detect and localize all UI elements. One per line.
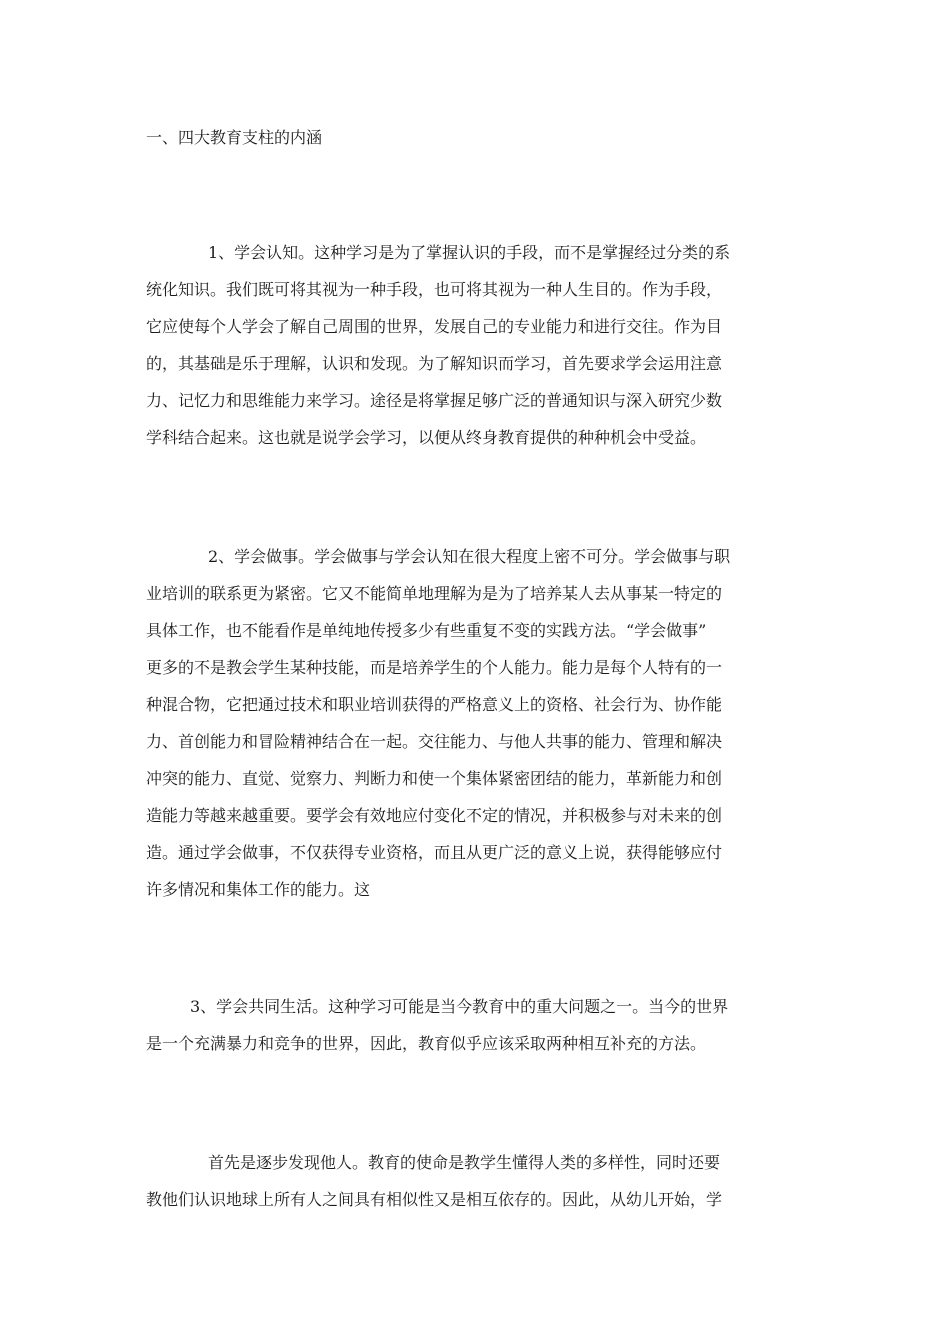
paragraph-line: 冲突的能力、直觉、觉察力、判断力和使一个集体紧密团结的能力，革新能力和创: [146, 769, 723, 788]
paragraph-line: 的，其基础是乐于理解，认识和发现。为了解知识而学习，首先要求学会运用注意: [146, 354, 723, 373]
paragraph-line: 2、学会做事。学会做事与学会认知在很大程度上密不可分。学会做事与职: [208, 547, 731, 566]
paragraph-learn-to-live-together: [146, 988, 806, 1062]
paragraph-learn-to-do: [146, 538, 806, 908]
paragraph-line: 它应使每个人学会了解自己周围的世界，发展自己的专业能力和进行交往。作为目: [146, 317, 723, 336]
paragraph-line: 更多的不是教会学生某种技能，而是培养学生的个人能力。能力是每个人特有的一: [146, 658, 723, 677]
paragraph-line: 1、学会认知。这种学习是为了掌握认识的手段，而不是掌握经过分类的系: [208, 243, 731, 262]
section-heading: 一、四大教育支柱的内涵: [146, 128, 323, 147]
paragraph-discovering-others: [146, 1144, 806, 1218]
paragraph-learn-to-know: [146, 234, 806, 456]
paragraph-line: 业培训的联系更为紧密。它又不能简单地理解为是为了培养某人去从事某一特定的: [146, 584, 723, 603]
paragraph-line: 种混合物，它把通过技术和职业培训获得的严格意义上的资格、社会行为、协作能: [146, 695, 723, 714]
paragraph-line: 3、学会共同生活。这种学习可能是当今教育中的重大问题之一。当今的世界: [190, 997, 729, 1016]
paragraph-line: 力、首创能力和冒险精神结合在一起。交往能力、与他人共事的能力、管理和解决: [146, 732, 723, 751]
paragraph-line: 首先是逐步发现他人。教育的使命是教学生懂得人类的多样性，同时还要: [208, 1153, 721, 1172]
paragraph-line: 教他们认识地球上所有人之间具有相似性又是相互依存的。因此，从幼儿开始，学: [146, 1190, 723, 1209]
paragraph-line: 统化知识。我们既可将其视为一种手段，也可将其视为一种人生目的。作为手段，: [146, 280, 723, 299]
paragraph-line: 造能力等越来越重要。要学会有效地应付变化不定的情况，并积极参与对未来的创: [146, 806, 723, 825]
paragraph-line: 学科结合起来。这也就是说学会学习，以便从终身教育提供的种种机会中受益。: [146, 428, 707, 447]
paragraph-line: 是一个充满暴力和竞争的世界，因此，教育似乎应该采取两种相互补充的方法。: [146, 1034, 707, 1053]
paragraph-line: 力、记忆力和思维能力来学习。途径是将掌握足够广泛的普通知识与深入研究少数: [146, 391, 723, 410]
paragraph-line: 造。通过学会做事，不仅获得专业资格，而且从更广泛的意义上说，获得能够应付: [146, 843, 723, 862]
paragraph-line: 具体工作，也不能看作是单纯地传授多少有些重复不变的实践方法。“学会做事”: [146, 621, 707, 640]
paragraph-line: 许多情况和集体工作的能力。这: [146, 880, 371, 899]
